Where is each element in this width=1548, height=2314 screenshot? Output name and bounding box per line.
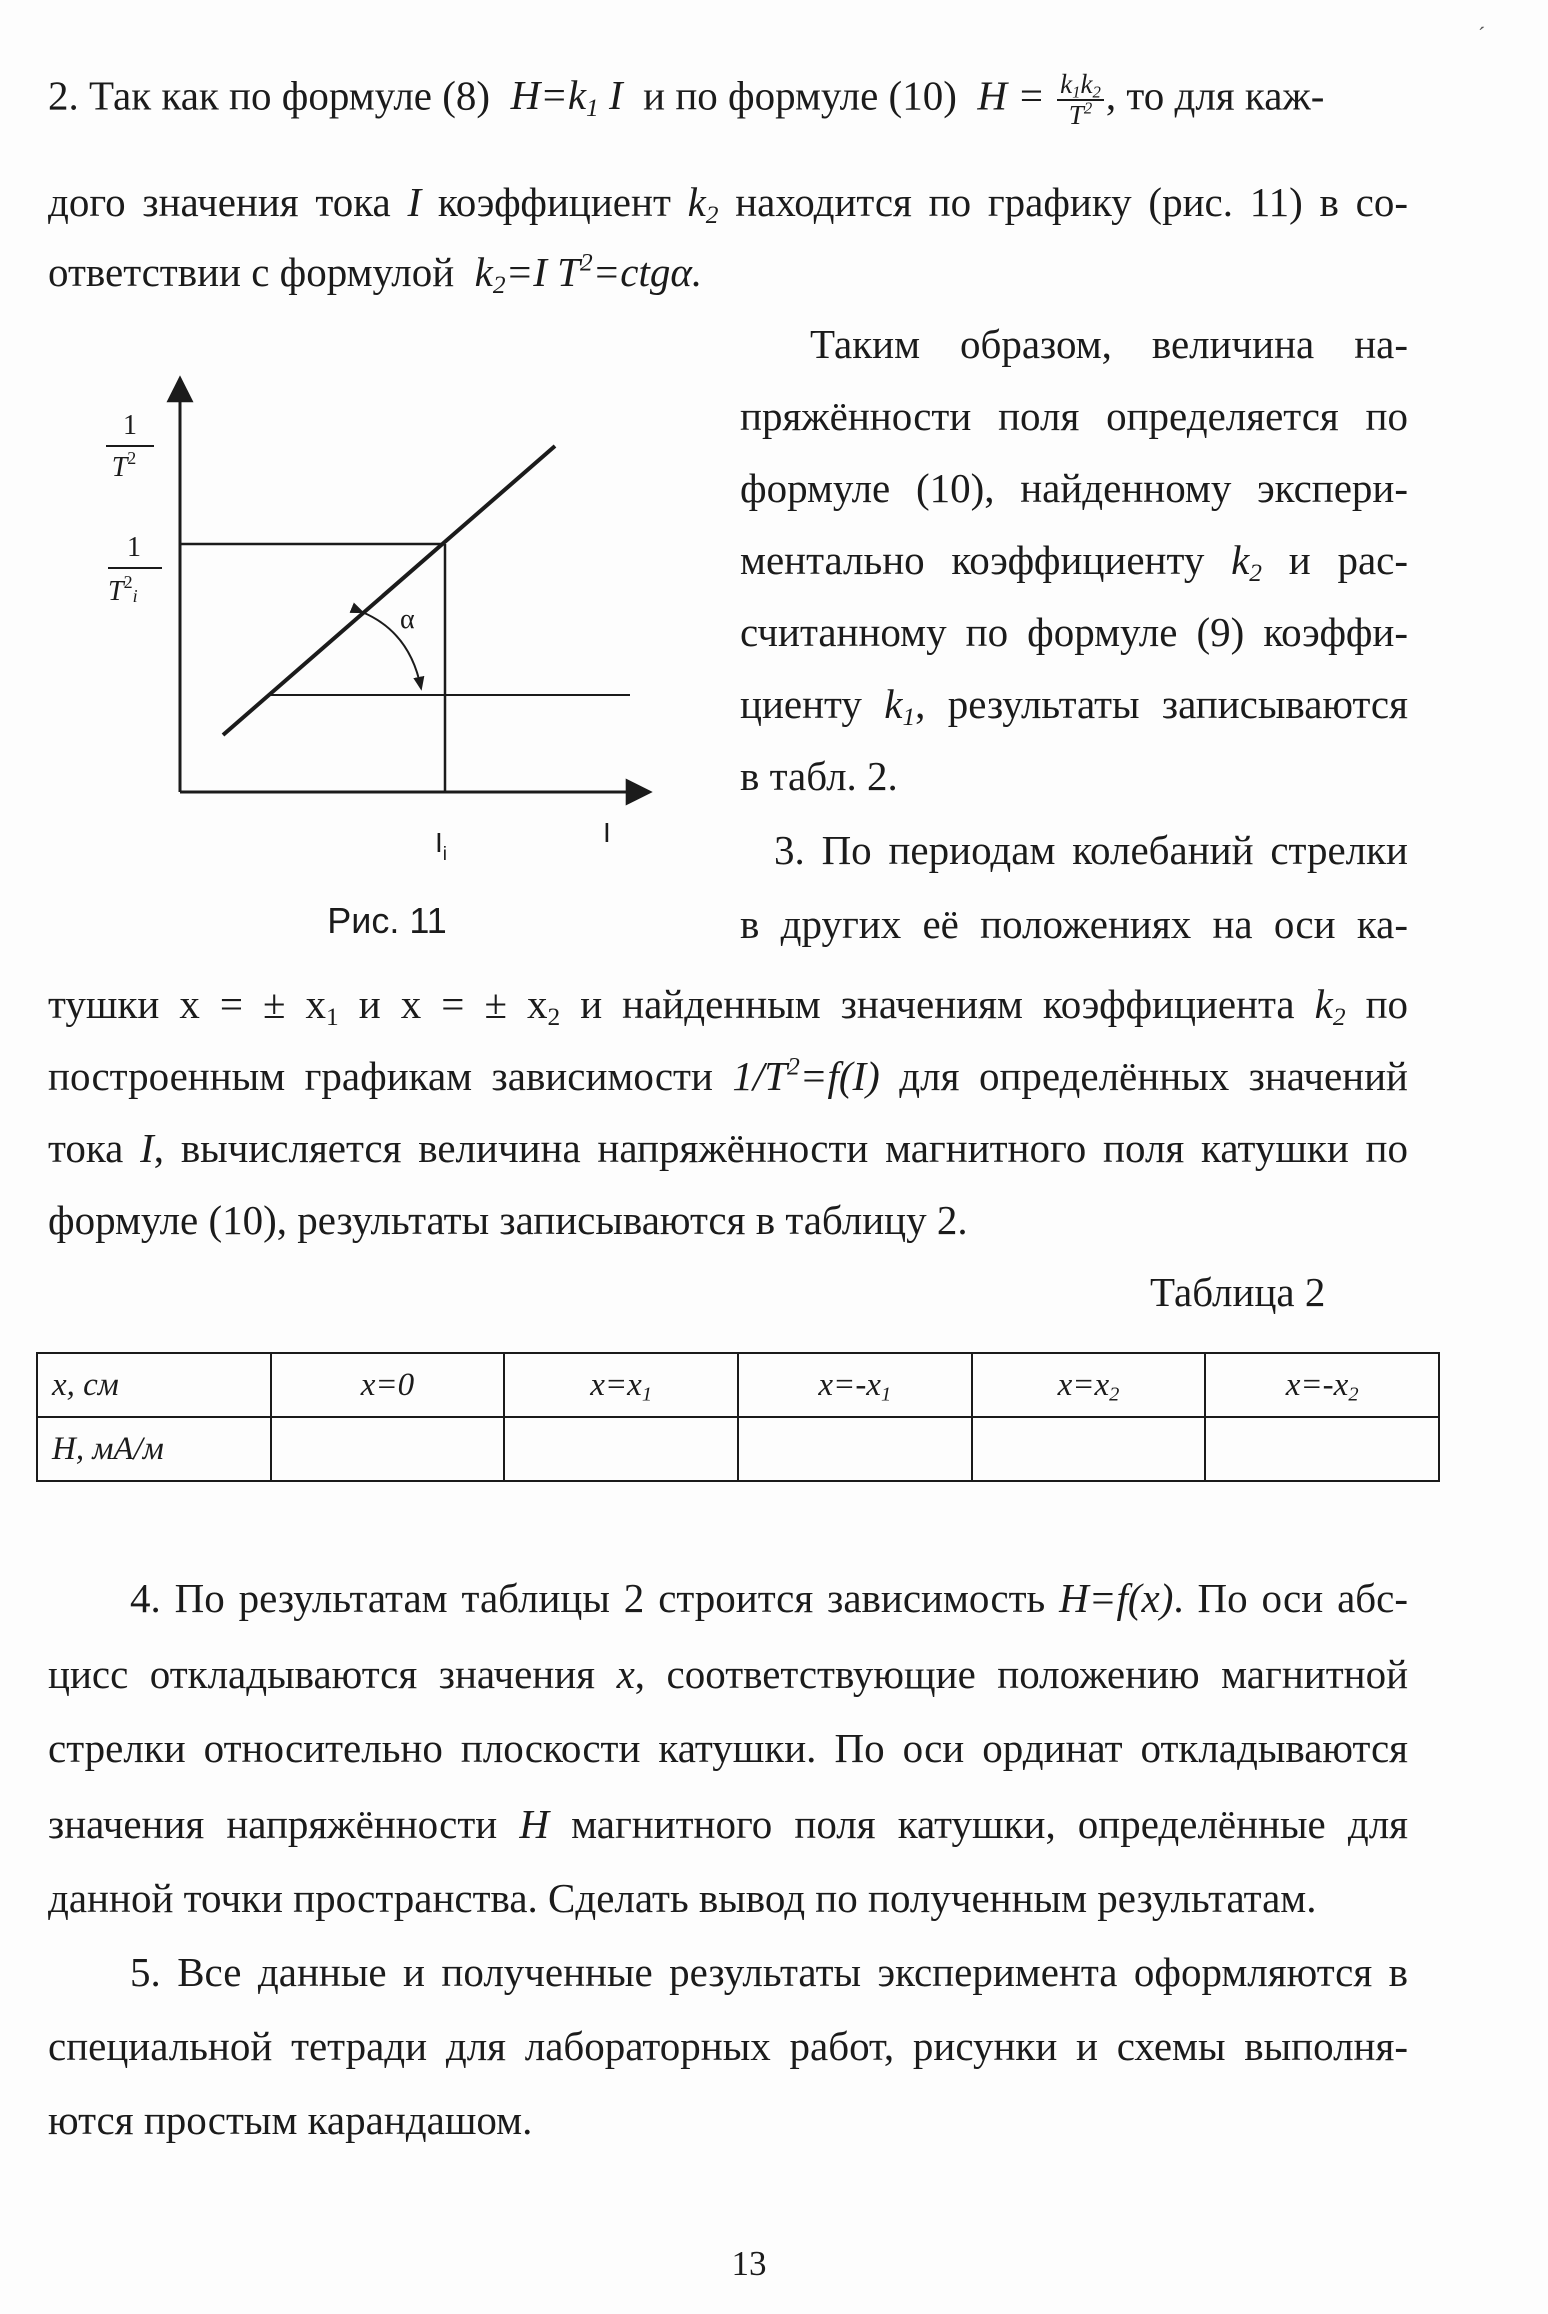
figure-caption: Рис. 11	[327, 900, 447, 941]
para4-line4: значения напряжённости H магнитного поля катушки, определённые для	[48, 1801, 1409, 1847]
scan-speck: ˊ	[1478, 22, 1486, 47]
text: 2. Так как по формуле (8)	[48, 72, 491, 119]
para2-line2: дого значения тока I коэффициент $k_2$ находится по графику (рис. 11) в со-	[48, 179, 1408, 230]
para4-line1: 4. По результатам таблицы 2 строится зависимость H=f(x). По оси абс-	[130, 1575, 1409, 1621]
right-line2: пряжённости поля определяется по	[740, 393, 1408, 439]
para3-line2: построенным графикам зависимости $1/T^2=f(I)$ для определённых значений	[48, 1052, 1408, 1099]
right-line8: 3. По периодам колебаний стрелки	[774, 827, 1408, 873]
table-col-header: $x=-x_1$	[738, 1353, 972, 1417]
table-cell	[1205, 1417, 1439, 1481]
para2-line1	[48, 70, 1408, 130]
x-label-i: I	[603, 817, 611, 848]
table-row	[37, 1417, 1439, 1481]
table-cell	[271, 1417, 505, 1481]
para4-line3: стрелки относительно плоскости катушки. По оси ординат откладываются	[48, 1725, 1408, 1771]
page-number: 13	[731, 2244, 767, 2283]
y-label-i-num: 1	[127, 532, 141, 563]
table-cell	[738, 1417, 972, 1481]
para2-line3: ответствии с формулой $k_2=I$ $T^2=ctg\alpha$.	[48, 248, 703, 300]
right-line6: циенту $k_1$, результаты записываются	[740, 681, 1408, 732]
formula-h-eq: H =	[977, 72, 1045, 119]
formula-h: $H=k_1$ I	[510, 72, 623, 123]
para4-line2: цисс откладываются значения x, соответствующие положению магнитной	[48, 1651, 1409, 1697]
x-label-ii: $I_i$	[435, 827, 448, 865]
para3-line3: тока I, вычисляется величина напряжённости магнитного поля катушки по	[48, 1125, 1408, 1171]
text: и по формуле (10)	[643, 72, 957, 119]
table-cell	[504, 1417, 738, 1481]
table-col-header: x=0	[271, 1353, 505, 1417]
table-col-header: $x=-x_2$	[1205, 1353, 1439, 1417]
formula-k2: $k_2=I$ $T^2=ctg\alpha$.	[474, 248, 703, 300]
right-line7: в табл. 2.	[740, 753, 898, 799]
y-label-top-num: 1	[123, 410, 137, 441]
para4-line5: данной точки пространства. Сделать вывод по полученным результатам.	[48, 1875, 1317, 1921]
right-line1: Таким образом, величина на-	[810, 321, 1408, 367]
para3-line1: тушки x = ± $x_1$ и x = ± $x_2$ и найденным значениям коэффициента $k_2$ по	[48, 981, 1409, 1032]
para3-line4: формуле (10), результаты записываются в таблицу 2.	[48, 1197, 968, 1243]
formula-fraction: $\frac{k_1k_2}{T^2}$	[1057, 70, 1104, 130]
table-col-header: $x=x_2$	[972, 1353, 1206, 1417]
graph-svg	[90, 360, 690, 960]
y-label-top-den: $T^2$	[111, 448, 137, 483]
table-header-row	[37, 1353, 1439, 1417]
right-line9: в других её положениях на оси ка-	[740, 901, 1408, 947]
right-line4: ментально коэффициенту $k_2$ и рас-	[740, 537, 1408, 588]
table-col-header: $x=x_1$	[504, 1353, 738, 1417]
table-header-label: x, см	[37, 1353, 271, 1417]
para5-line1: 5. Все данные и полученные результаты эксперимента оформляются в	[130, 1949, 1408, 1995]
alpha-label: α	[400, 604, 415, 635]
table-cell	[972, 1417, 1206, 1481]
table-row-label: H, мА/м	[37, 1417, 271, 1481]
table-2	[36, 1352, 1440, 1482]
right-line3: формуле (10), найденному экспери-	[740, 465, 1408, 511]
table-title: Таблица 2	[1150, 1269, 1326, 1315]
figure-11	[90, 360, 690, 960]
right-line5: считанному по формуле (9) коэффи-	[740, 609, 1408, 655]
para5-line3: ются простым карандашом.	[48, 2097, 533, 2143]
text: , то для каж-	[1105, 72, 1325, 119]
y-label-i-den: $T^2_i$	[108, 572, 138, 607]
graph-line	[223, 446, 555, 735]
para5-line2: специальной тетради для лабораторных работ, рисунки и схемы выполня-	[48, 2023, 1408, 2069]
